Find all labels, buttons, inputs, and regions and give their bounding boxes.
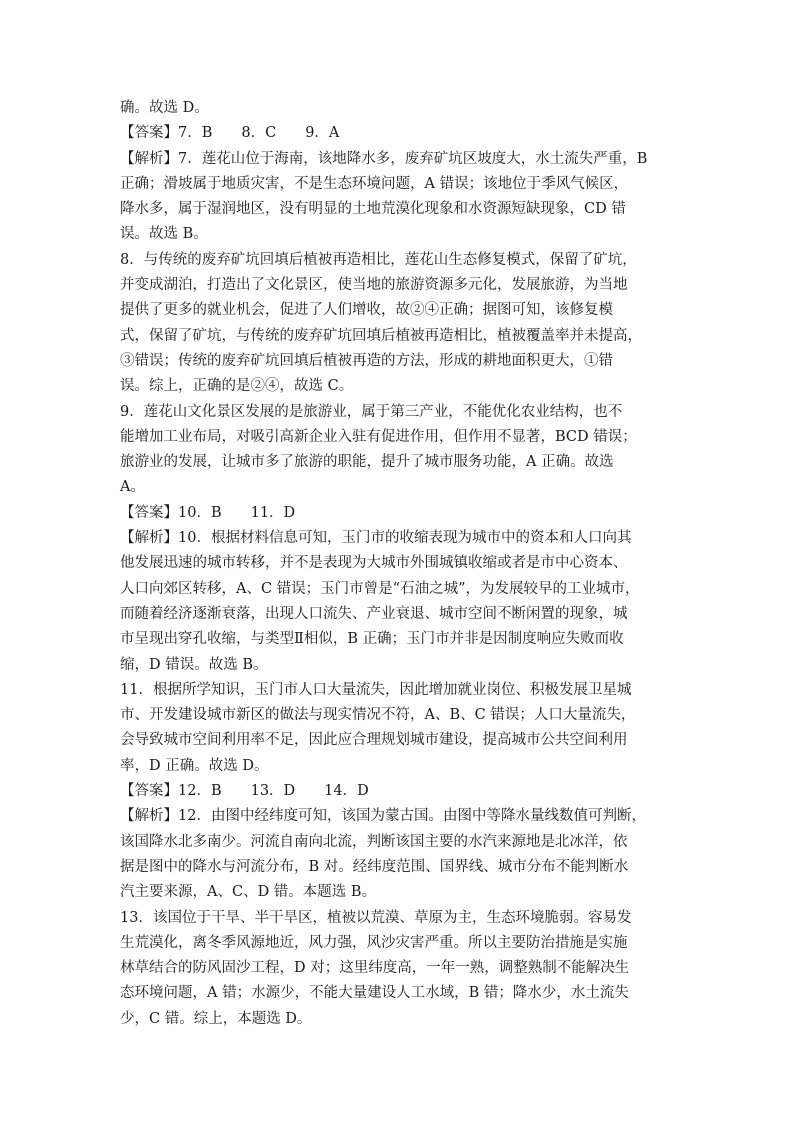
text-line: 9．莲花山文化景区发展的是旅游业，属于第三产业，不能优化农业结构，也不 [120,403,623,420]
text-line: 态环境问题，A 错；水源少，不能大量建设人工水域，B 错；降水少，水土流失 [120,985,629,1002]
text-line: 生荒漠化，离冬季风源地近，风力强，风沙灾害严重。所以主要防治措施是实施 [120,934,628,951]
text-line: 【解析】12．由图中经纬度可知，该国为蒙古国。由图中等降水量线数值可判断， [120,808,646,825]
text-line: 误。综上，正确的是②④，故选 C。 [120,378,354,395]
text-line: 林草结合的防风固沙工程，D 对；这里纬度高，一年一熟，调整熟制不能解决生 [120,960,630,977]
text-line: 提供了更多的就业机会，促进了人们增收，故②④正确；据图可知，该修复模 [120,302,613,319]
text-line: 11．根据所学知识，玉门市人口大量流失，因此增加就业岗位、积极发展卫星城 [120,681,632,698]
text-line: 【解析】10．根据材料信息可知，玉门市的收缩表现为城市中的资本和人口向其 [120,530,632,547]
text-line: 并变成湖泊，打造出了文化景区，使当地的旅游资源多元化，发展旅游，为当地 [120,277,628,294]
text-line: 市、开发建设城市新区的做法与现实情况不符，A、B、C 错误；人口大量流失， [120,707,636,724]
text-line: 降水多，属于湿润地区，没有明显的土地荒漠化现象和水资源短缺现象，CD 错 [120,201,626,218]
text-line: 确。故选 D。 [120,100,209,116]
text-line: 市呈现出穿孔收缩，与类型Ⅱ相似，B 正确；玉门市并非是因制度响应失败而收 [120,631,624,648]
text-line: 【答案】7．B 8．C 9．A [120,125,340,142]
text-line: 而随着经济逐渐衰落，出现人口流失、产业衰退、城市空间不断闲置的现象，城 [120,605,628,622]
text-line: 汽主要来源，A、C、D 错。本题选 B。 [120,884,377,901]
text-line: 率，D 正确。故选 D。 [120,757,269,774]
text-line: 缩，D 错误。故选 B。 [120,656,268,673]
text-line: 人口向郊区转移，A、C 错误；玉门市曾是“石油之城”，为发展较早的工业城市， [120,580,640,597]
text-line: 能增加工业布局，对吸引高新企业入驻有促进作用，但作用不显著，BCD 错误； [120,428,637,445]
text-line: 会导致城市空间利用率不足，因此应合理规划城市建设，提高城市公共空间利用 [120,732,628,749]
document-body [120,96,710,1032]
text-line: 【答案】12．B 13．D 14．D [120,783,369,800]
text-line: ③错误；传统的废弃矿坑回填后植被再造的方法，形成的耕地面积更大，①错 [120,352,613,369]
text-line: 13．该国位于干旱、半干旱区，植被以荒漠、草原为主，生态环境脆弱。容易发 [120,909,632,926]
text-line: 少，C 错。综上，本题选 D。 [120,1010,312,1027]
text-line: 【答案】10．B 11．D [120,504,296,521]
text-line: 8．与传统的废弃矿坑回填后植被再造相比，莲花山生态修复模式，保留了矿坑， [120,251,637,268]
text-line: 正确；滑坡属于地质灾害，不是生态环境问题，A 错误；该地位于季风气候区， [120,175,629,192]
text-line: A。 [120,479,145,496]
text-line: 据是图中的降水与河流分布，B 对。经纬度范围、国界线、城市分布不能判断水 [120,858,629,875]
text-line: 误。故选 B。 [120,226,208,243]
text-line: 他发展迅速的城市转移，并不是表现为大城市外围城镇收缩或者是市中心资本、 [120,555,628,572]
text-line: 旅游业的发展，让城市多了旅游的职能，提升了城市服务功能，A 正确。故选 [120,454,614,471]
text-line: 式，保留了矿坑，与传统的废弃矿坑回填后植被再造相比，植被覆盖率并未提高， [120,327,642,344]
text-line: 该国降水北多南少。河流自南向北流，判断该国主要的水汽来源地是北冰洋，依 [120,833,628,850]
text-line: 【解析】7．莲花山位于海南，该地降水多，废弃矿坑区坡度大，水土流失严重，B [120,150,648,167]
